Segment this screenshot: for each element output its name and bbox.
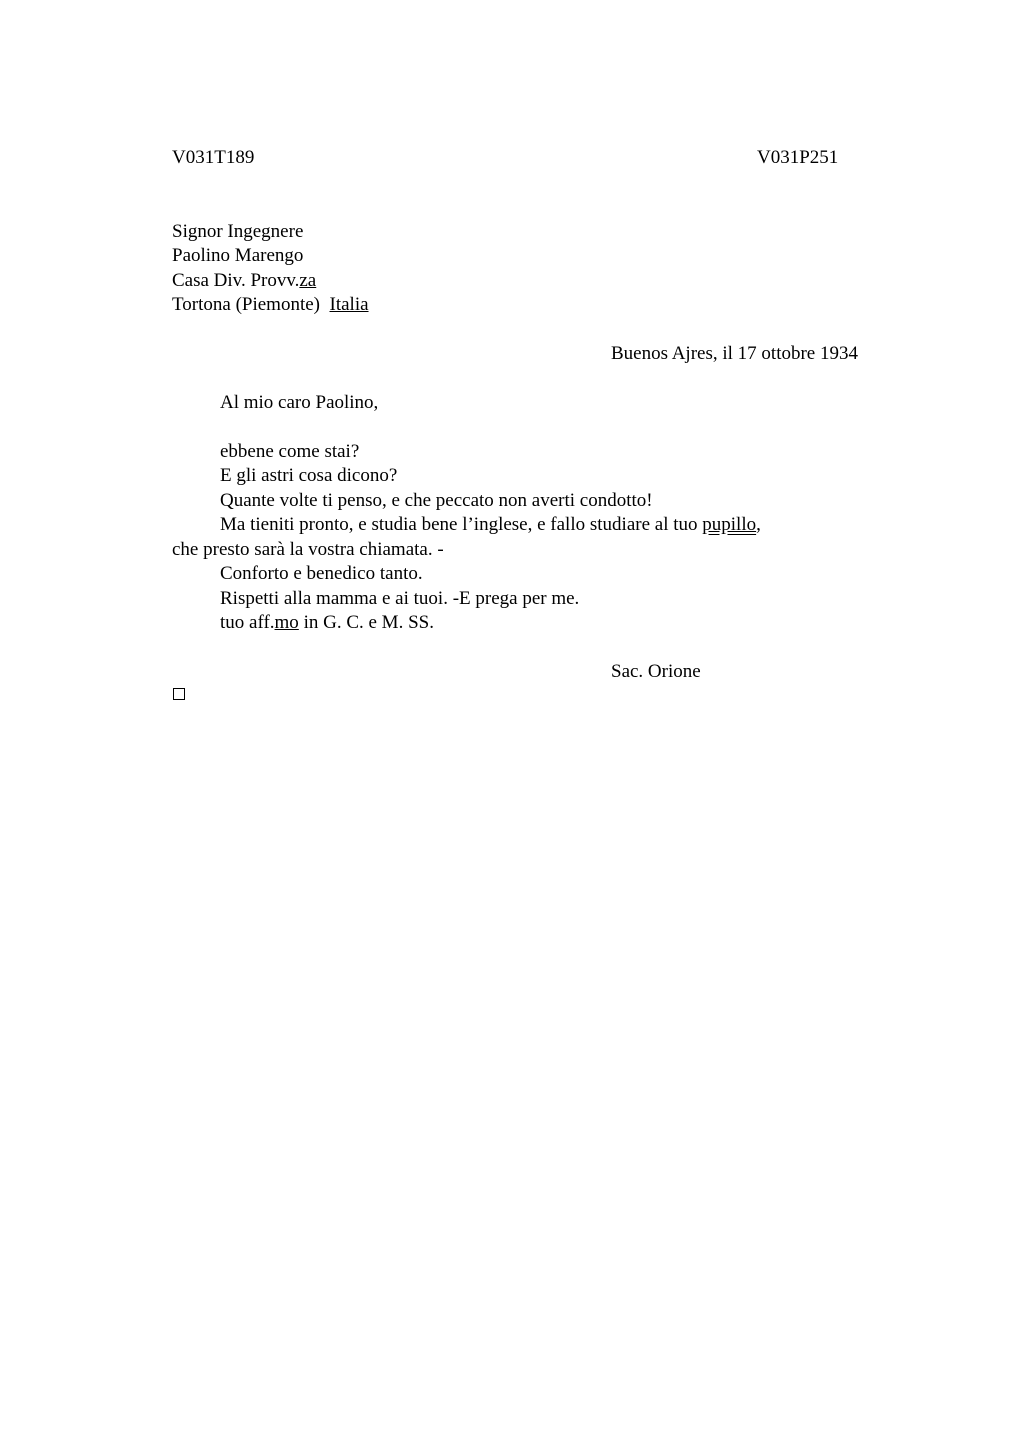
body-underlined-word: pupillo: [702, 514, 757, 535]
address-city-text: Tortona (Piemonte): [172, 294, 320, 315]
dateline: Buenos Ajres, il 17 ottobre 1934: [611, 343, 858, 364]
closing-line: [220, 611, 434, 635]
header-right-code: V031P251: [757, 147, 839, 168]
body-line: Quante volte ti penso, e che peccato non averti condotto!: [220, 490, 653, 511]
body-line: [220, 513, 761, 537]
signature: Sac. Orione: [611, 661, 701, 682]
body-line: Rispetti alla mamma e ai tuoi. -E prega per me.: [220, 588, 580, 609]
body-line-punct: ,: [756, 514, 761, 535]
salutation: Al mio caro Paolino,: [220, 392, 379, 413]
address-institution-abbrev: za: [299, 270, 317, 291]
checkbox-square-icon: [173, 688, 185, 700]
header-left-code: V031T189: [172, 147, 255, 168]
address-institution-text: Casa Div. Provv.: [172, 270, 300, 291]
address-line-institution: [172, 269, 316, 293]
body-line: che presto sarà la vostra chiamata. -: [172, 539, 444, 560]
body-line: E gli astri cosa dicono?: [220, 465, 398, 486]
address-line-name: Paolino Marengo: [172, 245, 304, 266]
body-line-text: Ma tieniti pronto, e studia bene l’inglese, e fallo studiare al tuo: [220, 514, 703, 535]
closing-text: tuo aff.: [220, 612, 275, 633]
closing-abbrev: mo: [274, 612, 299, 633]
closing-text-end: in G. C. e M. SS.: [298, 612, 434, 633]
address-line-city: [172, 293, 369, 317]
body-line: ebbene come stai?: [220, 441, 360, 462]
body-line: Conforto e benedico tanto.: [220, 563, 423, 584]
address-line-title: Signor Ingegnere: [172, 221, 304, 242]
address-country: Italia: [329, 294, 369, 315]
